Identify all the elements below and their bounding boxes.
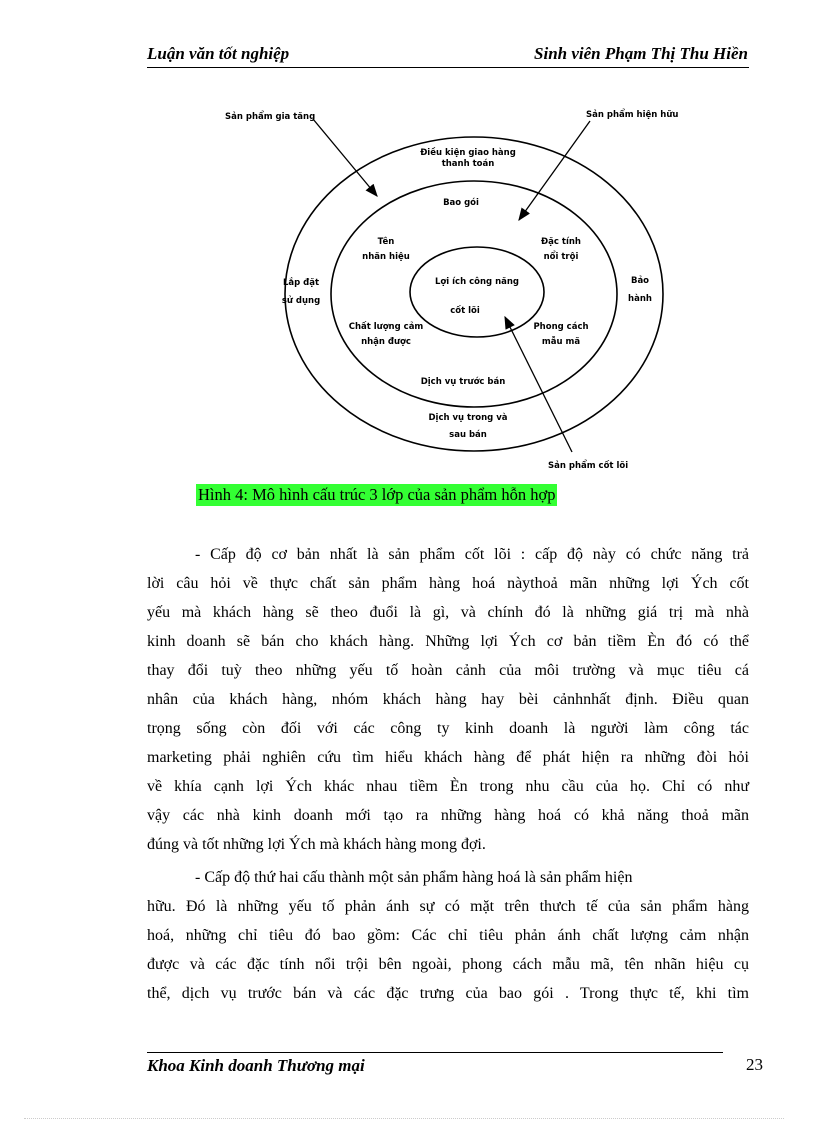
text-line: lời câu hỏi về thực chất sản phẩm hàng hoá nàythoả mãn những lợi Ých cốt	[147, 575, 749, 592]
mid-style-label-2: mẫu mã	[541, 337, 581, 347]
text-line: được và các đặc tính nổi trội bên ngoài, phong cách mẫu mã, tên nhãn hiệu cụ	[147, 956, 749, 973]
text-line: marketing phải nghiên cứu tìm hiểu khách hàng để phát hiện ra những đòi hỏi	[147, 749, 749, 766]
outer-left-label-1: Lắp đặt	[282, 278, 320, 288]
outer-top-label-2: thanh toán	[441, 159, 495, 169]
mid-style-label-1: Phong cách	[533, 322, 589, 332]
text-line: thay đổi tuỳ theo những yếu tố hoàn cảnh của môi trường và mục tiêu cá	[147, 662, 749, 679]
text-line: nhân của khách hàng, nhóm khách hàng hay bèi cảnhnhất định. Điều quan	[147, 691, 749, 708]
header-right-author: Sinh viên Phạm Thị Thu Hiền	[534, 44, 748, 63]
mid-feature-label-1: Đặc tính	[541, 237, 581, 247]
middle-pointer-arrow	[519, 121, 590, 220]
middle-pointer-label: Sản phẩm hiện hữu	[586, 110, 679, 120]
mid-feature-label-2: nổi trội	[543, 252, 579, 262]
text-line: vậy các nhà kinh doanh mới tạo ra những hàng hoá có khả năng thoả mãn	[147, 807, 749, 824]
text-line: hữu. Đó là những yếu tố phản ánh sự có mặt trên thưch tế của sản phẩm hàng	[147, 898, 749, 915]
text-line: hoá, những chỉ tiêu đó bao gồm: Các chỉ tiêu phản ánh chất lượng cảm nhận	[147, 927, 749, 944]
core-ring	[410, 247, 544, 337]
text-line: trọng sống còn đối với các công ty kinh doanh là người làm công tác	[147, 720, 749, 737]
text-line: - Cấp độ thứ hai cấu thành một sản phẩm hàng hoá là sản phẩm hiện	[195, 869, 633, 886]
outer-bottom-label-1: Dịch vụ trong và	[428, 413, 508, 423]
text-line: yếu mà khách hàng sẽ theo đuổi là gì, và chính đó là những giá trị mà nhà	[147, 604, 749, 621]
outer-left-label-2: sử dụng	[281, 296, 321, 306]
text-line: về khía cạnh lợi Ých khác nhau tiềm Èn trong nhu cầu của họ. Chỉ có như	[147, 778, 749, 795]
core-pointer-label: Sản phẩm cốt lõi	[548, 461, 629, 471]
header-left-title: Luận văn tốt nghiệp	[147, 44, 290, 63]
text-line: đúng và tốt những lợi Ých mà khách hàng mong đợi.	[147, 836, 486, 853]
text-line: - Cấp độ cơ bản nhất là sản phẩm cốt lõi : cấp độ này có chức năng trả	[195, 546, 749, 563]
mid-bottom-label: Dịch vụ trước bán	[420, 377, 506, 387]
footer-department: Khoa Kinh doanh Thương mại	[147, 1056, 365, 1075]
mid-quality-label-2: nhận được	[361, 337, 411, 347]
paragraph-core-product	[147, 540, 749, 859]
mid-brand-label-1: Tên	[377, 237, 395, 247]
outer-top-label-1: Điều kiện giao hàng	[420, 148, 516, 158]
footer-divider	[147, 1052, 723, 1053]
page-number: 23	[746, 1055, 763, 1074]
product-levels-diagram	[0, 0, 816, 480]
page-bottom-dotted-line	[24, 1118, 784, 1119]
figure-caption: Hình 4: Mô hình cấu trúc 3 lớp của sản phẩm hỗn hợp	[198, 485, 556, 504]
body-text	[147, 540, 749, 1008]
middle-ring	[331, 181, 617, 407]
mid-brand-label-2: nhãn hiệu	[362, 252, 410, 262]
outer-ring	[282, 137, 663, 451]
paragraph-actual-product	[147, 863, 749, 1008]
outer-pointer-arrow	[313, 119, 377, 196]
core-label-2: cốt lõi	[450, 306, 480, 316]
mid-quality-label-1: Chất lượng cảm	[348, 322, 424, 332]
outer-pointer-label: Sản phẩm gia tăng	[225, 112, 316, 122]
mid-top-label: Bao gói	[443, 198, 479, 208]
text-line: kinh doanh sẽ bán cho khách hàng. Những lợi Ých cơ bản tiềm Èn đó có thể	[147, 633, 749, 650]
core-label-1: Lợi ích công năng	[435, 277, 519, 287]
outer-right-label-1: Bảo	[630, 276, 650, 286]
outer-right-label-2: hành	[628, 294, 652, 304]
outer-bottom-label-2: sau bán	[449, 430, 487, 440]
text-line: thể, dịch vụ trước bán và các đặc trưng của bao gói . Trong thực tế, khi tìm	[147, 985, 749, 1002]
